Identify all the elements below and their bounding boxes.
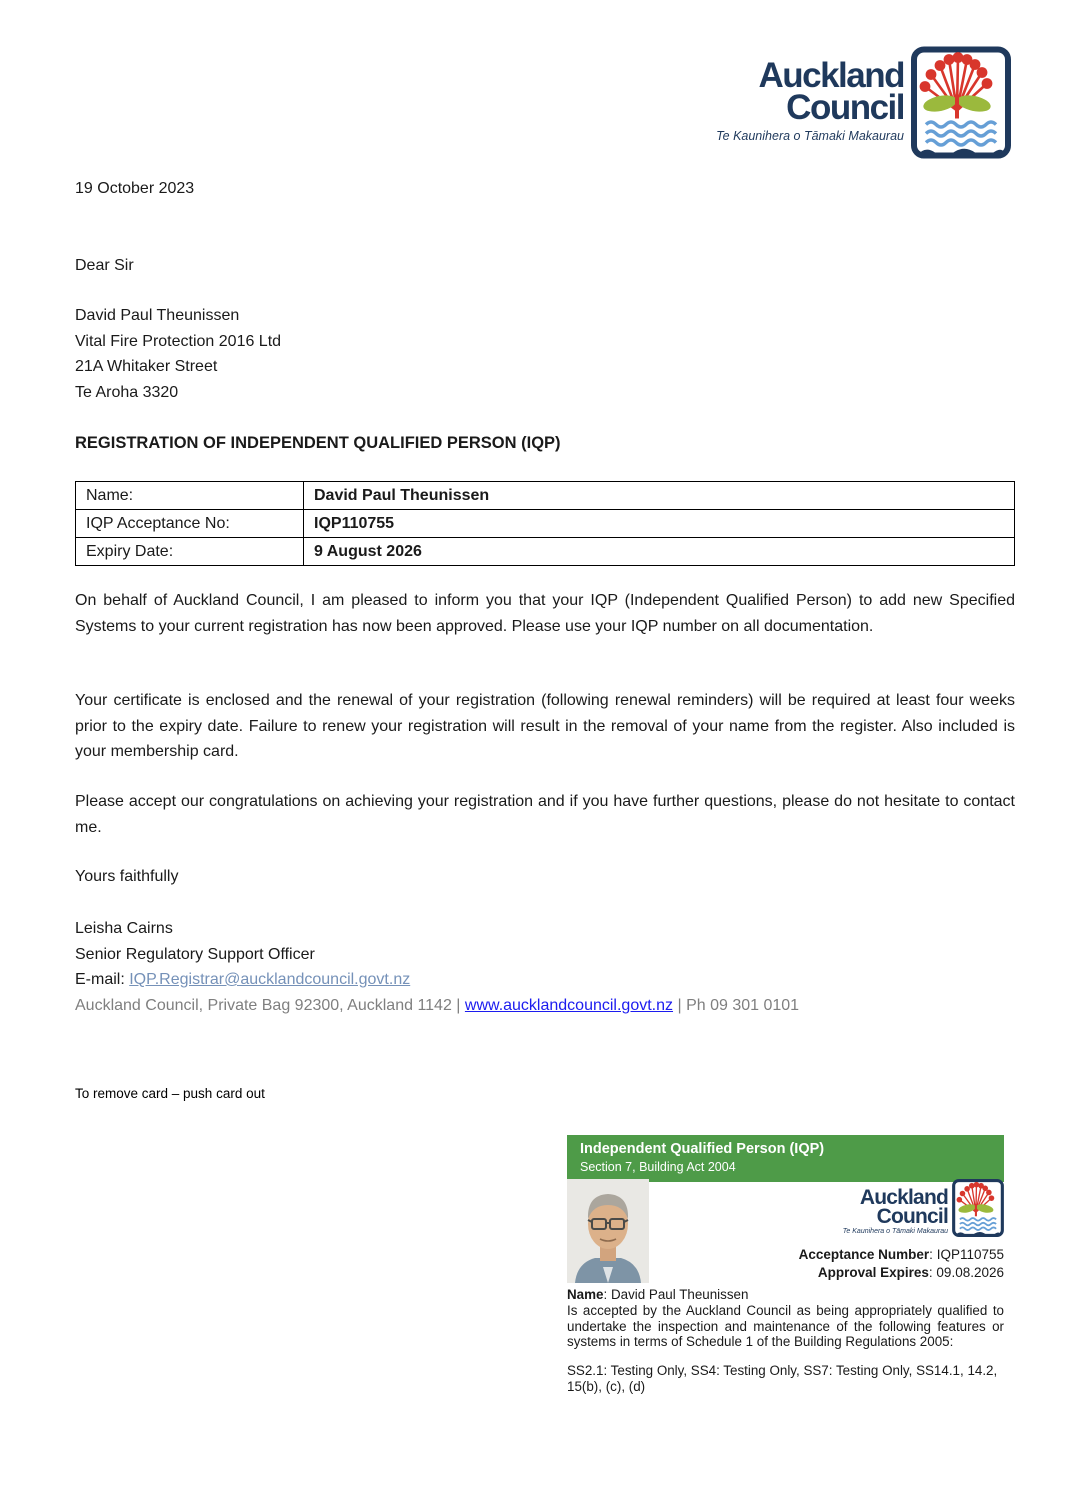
logo-tagline: Te Kaunihera o Tāmaki Makaurau xyxy=(716,129,904,143)
closing: Yours faithfully xyxy=(75,868,179,885)
email-line xyxy=(75,967,1015,993)
card-auckland-council-logo xyxy=(704,1179,1004,1237)
card-text-block xyxy=(567,1287,1004,1395)
card-logo-wordmark xyxy=(843,1188,948,1235)
website-link[interactable]: www.aucklandcouncil.govt.nz xyxy=(464,996,674,1014)
approval-expires-value: 09.08.2026 xyxy=(936,1264,1004,1280)
row-label: IQP Acceptance No: xyxy=(76,510,304,538)
logo-line-1: Auckland xyxy=(758,56,904,95)
row-label: Name: xyxy=(76,482,304,510)
row-value: David Paul Theunissen xyxy=(304,482,1015,510)
card-name-label: Name xyxy=(567,1287,604,1302)
pohutukawa-emblem-icon xyxy=(911,46,1011,159)
separator: | xyxy=(456,996,461,1014)
logo-line-2: Council xyxy=(786,88,904,127)
contact-footer xyxy=(75,993,1015,1019)
separator: | xyxy=(677,996,682,1014)
row-value: 9 August 2026 xyxy=(304,538,1015,566)
recipient-company: Vital Fire Protection 2016 Ltd xyxy=(75,332,282,350)
card-logo-tagline: Te Kaunihera o Tāmaki Makaurau xyxy=(842,1228,948,1235)
table-row xyxy=(76,482,1015,510)
iqp-card xyxy=(567,1135,1004,1400)
postal-address: Auckland Council, Private Bag 92300, Auckland 1142 xyxy=(75,996,452,1014)
card-logo-line-2: Council xyxy=(876,1205,948,1228)
email-label: E-mail: xyxy=(75,971,125,988)
approval-expires-line xyxy=(704,1264,1004,1282)
separator: : xyxy=(929,1247,933,1262)
separator: : xyxy=(928,1264,933,1280)
auckland-council-logo xyxy=(712,46,1012,159)
approval-expires-label: Approval Expires xyxy=(817,1264,929,1280)
remove-card-note: To remove card – push card out xyxy=(75,1086,265,1101)
signature-name: Leisha Cairns xyxy=(75,920,173,937)
email-link[interactable]: IQP.Registrar@aucklandcouncil.govt.nz xyxy=(129,971,411,988)
separator: : xyxy=(603,1287,608,1302)
registration-table xyxy=(75,481,1015,566)
card-name-value: David Paul Theunissen xyxy=(610,1287,749,1302)
pohutukawa-emblem-icon xyxy=(952,1179,1004,1237)
card-name-line xyxy=(567,1287,1004,1303)
recipient-address xyxy=(75,303,1015,405)
signature-title: Senior Regulatory Support Officer xyxy=(75,945,315,963)
card-acceptance-block xyxy=(704,1246,1004,1281)
paragraph-1: On behalf of Auckland Council, I am pleased to inform you that your IQP (Independent Qualified Person) to add new Specified Systems to your current registration has now been approved. Please use your IQP number on all documentation. xyxy=(75,592,1015,635)
letter-date: 19 October 2023 xyxy=(75,180,195,197)
row-value: IQP110755 xyxy=(304,510,1015,538)
acceptance-number-label: Acceptance Number xyxy=(798,1247,930,1262)
recipient-street: 21A Whitaker Street xyxy=(75,358,218,375)
card-subtitle: Section 7, Building Act 2004 xyxy=(580,1160,736,1174)
paragraph-2: Your certificate is enclosed and the renewal of your registration (following renewal reminders) will be required at least four weeks prior to the expiry date. Failure to renew your registration will result in the removal of your name from the register. Also included is your membership card. xyxy=(75,692,1015,760)
table-row xyxy=(76,510,1015,538)
row-label: Expiry Date: xyxy=(76,538,304,566)
portrait-photo xyxy=(567,1179,649,1283)
card-title: Independent Qualified Person (IQP) xyxy=(580,1141,825,1157)
letter-heading: REGISTRATION OF INDEPENDENT QUALIFIED PERSON (IQP) xyxy=(75,434,561,452)
acceptance-number-line xyxy=(704,1246,1004,1264)
card-body-text: Is accepted by the Auckland Council as being appropriately qualified to undertake the inspection and maintenance of the following features or systems in terms of Schedule 1 of the Building Regulations 2005: xyxy=(567,1302,1004,1350)
recipient-name: David Paul Theunissen xyxy=(75,307,240,324)
card-header xyxy=(567,1135,1004,1182)
card-systems-list: SS2.1: Testing Only, SS4: Testing Only, SS7: Testing Only, SS14.1, 14.2, 15(b), (c), (d) xyxy=(567,1363,998,1394)
salutation: Dear Sir xyxy=(75,257,134,274)
recipient-city: Te Aroha 3320 xyxy=(75,383,179,401)
table-row xyxy=(76,538,1015,566)
logo-wordmark xyxy=(712,56,904,143)
phone-number: Ph 09 301 0101 xyxy=(686,996,800,1014)
paragraph-3: Please accept our congratulations on achieving your registration and if you have further questions, please do not hesitate to contact me. xyxy=(75,793,1015,836)
card-right-column xyxy=(704,1179,1004,1281)
signature-block xyxy=(75,916,1015,1018)
acceptance-number-value: IQP110755 xyxy=(936,1247,1004,1262)
card-logo-line-1: Auckland xyxy=(859,1186,948,1209)
